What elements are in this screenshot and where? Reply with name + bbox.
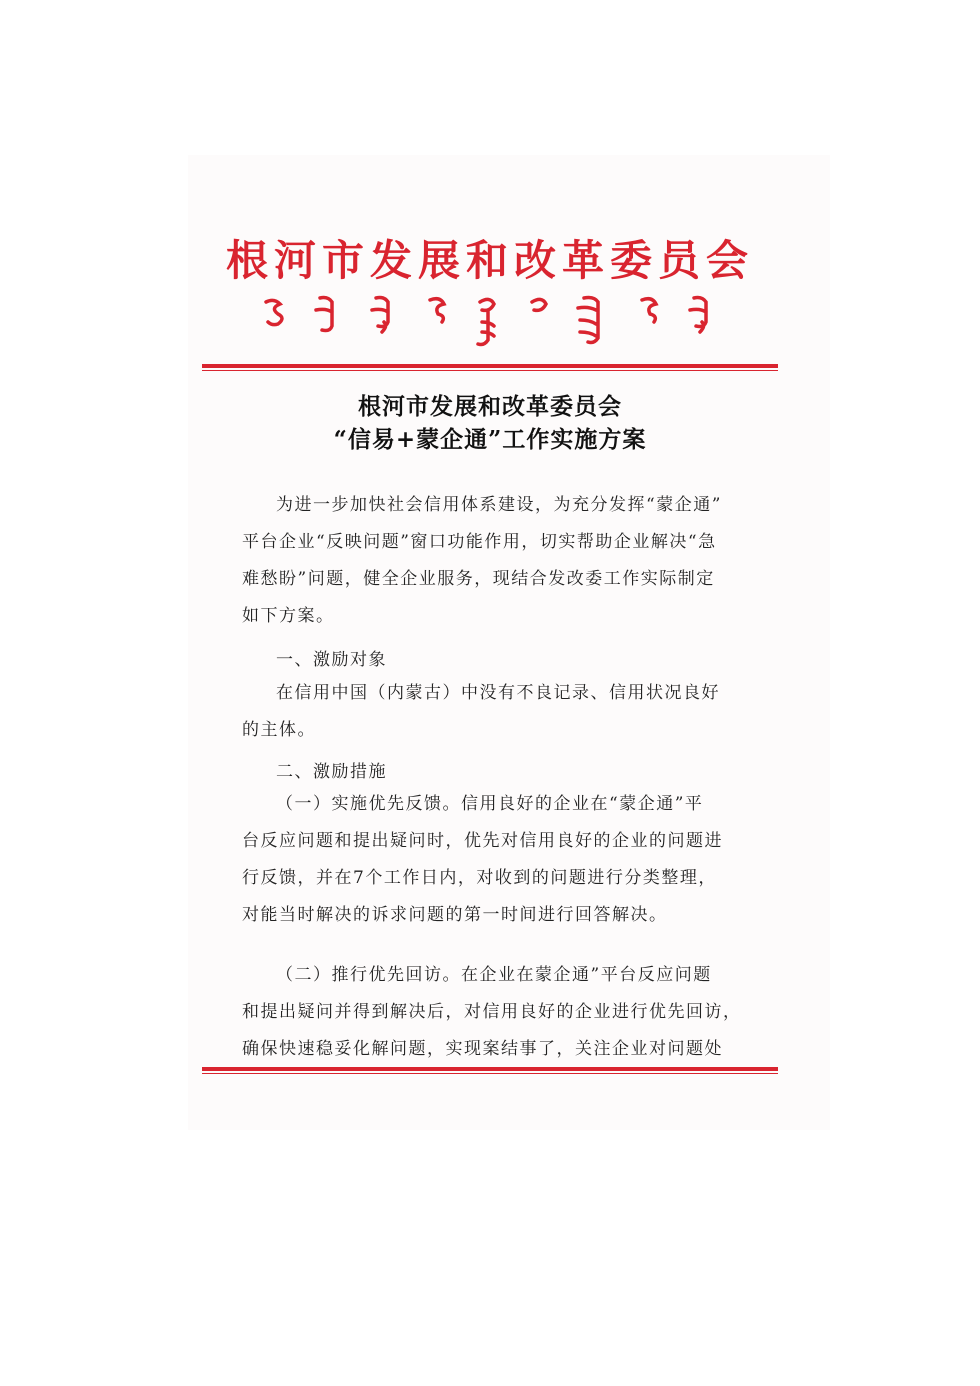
intro-paragraph — [242, 487, 742, 635]
section1-line: 的主体。 — [242, 720, 316, 740]
letterhead-title: 根河市发展和改革委员会 — [225, 236, 754, 285]
item1-line: 对能当时解决的诉求问题的第一时间进行回答解决。 — [242, 905, 668, 925]
item2-paragraph — [242, 957, 742, 1068]
intro-line: 难愁盼”问题，健全企业服务，现结合发改委工作实际制定 — [242, 569, 715, 589]
document-title-line2: “信易+蒙企通”工作实施方案 — [333, 426, 647, 453]
section2-heading: 二、激励措施 — [276, 762, 387, 782]
item2-line: 确保快速稳妥化解问题，实现案结事了，关注企业对问题处 — [242, 1039, 723, 1059]
section1-line: 在信用中国（内蒙古）中没有不良记录、信用状况良好 — [276, 683, 720, 703]
letterhead-divider — [202, 364, 778, 371]
intro-line: 平台企业“反映问题”窗口功能作用，切实帮助企业解决“急 — [242, 532, 717, 552]
footer-divider — [202, 1067, 778, 1074]
intro-line: 为进一步加快社会信用体系建设，为充分发挥“蒙企通” — [276, 495, 722, 515]
item2-line: （二）推行优先回访。在企业在蒙企通”平台反应问题 — [276, 965, 712, 985]
document-title-line1: 根河市发展和改革委员会 — [358, 393, 622, 420]
item1-line: 台反应问题和提出疑问时，优先对信用良好的企业的问题进 — [242, 831, 723, 851]
item1-paragraph — [242, 786, 742, 934]
section1-heading: 一、激励对象 — [276, 650, 387, 670]
mongolian-script-icon — [258, 292, 728, 352]
section1-paragraph — [242, 675, 742, 749]
intro-line: 如下方案。 — [242, 606, 335, 626]
item1-line: 行反馈，并在7个工作日内，对收到的问题进行分类整理， — [242, 868, 717, 888]
item2-line: 和提出疑问并得到解决后，对信用良好的企业进行优先回访， — [242, 1002, 742, 1022]
item1-line: （一）实施优先反馈。信用良好的企业在“蒙企通”平 — [276, 794, 704, 814]
